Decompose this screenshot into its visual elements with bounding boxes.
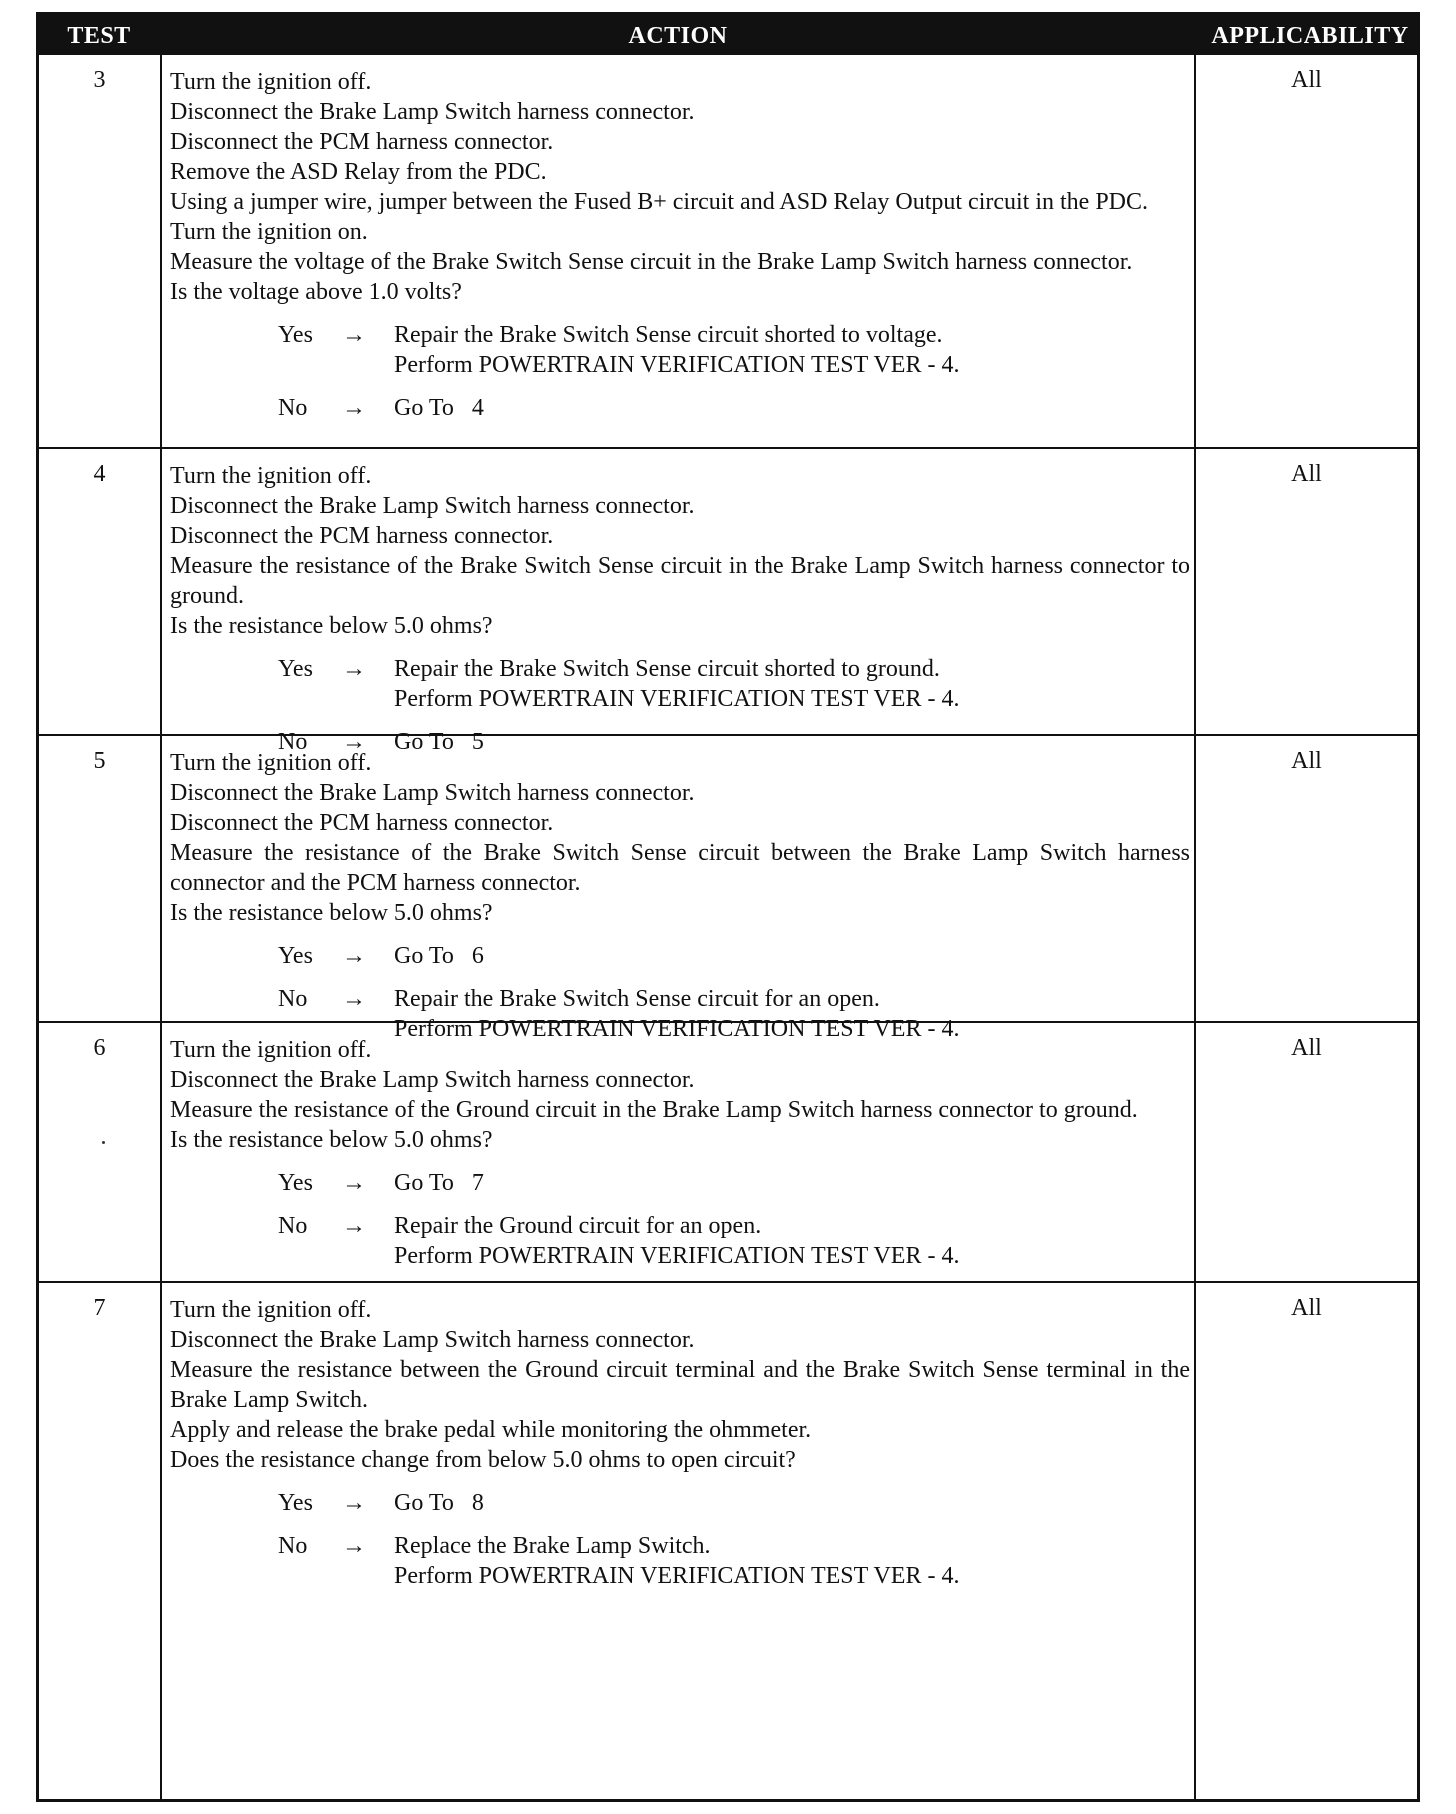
action-step: Is the voltage above 1.0 volts? bbox=[170, 279, 462, 305]
branch-instruction: Perform POWERTRAIN VERIFICATION TEST VER - 4. bbox=[394, 686, 960, 712]
branch-label: Yes bbox=[278, 322, 313, 348]
action-step: Disconnect the PCM harness connector. bbox=[170, 129, 554, 155]
action-step: Is the resistance below 5.0 ohms? bbox=[170, 900, 493, 926]
column-divider bbox=[1194, 1283, 1196, 1799]
arrow-icon: → bbox=[342, 729, 366, 755]
column-divider bbox=[1194, 736, 1196, 1021]
branch-label: No bbox=[278, 1213, 308, 1239]
action-step: Disconnect the Brake Lamp Switch harness connector. bbox=[170, 780, 695, 806]
action-cell bbox=[170, 748, 1190, 1044]
result-branch bbox=[170, 393, 1190, 423]
result-branch bbox=[170, 1211, 1190, 1271]
arrow-icon: → bbox=[342, 1533, 366, 1559]
action-step: Disconnect the Brake Lamp Switch harness connector. bbox=[170, 1327, 695, 1353]
action-step: Measure the resistance of the Ground circuit in the Brake Lamp Switch harness connector to ground. bbox=[170, 1097, 1138, 1123]
column-divider bbox=[1194, 55, 1196, 447]
applicability-value: All bbox=[1291, 748, 1322, 774]
arrow-icon: → bbox=[342, 322, 366, 348]
action-step: Does the resistance change from below 5.0 ohms to open circuit? bbox=[170, 1447, 796, 1473]
column-divider bbox=[160, 736, 162, 1021]
action-cell bbox=[170, 1295, 1190, 1591]
branch-label: No bbox=[278, 986, 308, 1012]
table-row bbox=[39, 447, 1417, 755]
branch-label: Yes bbox=[278, 943, 313, 969]
column-divider bbox=[160, 449, 162, 734]
branch-instruction: Perform POWERTRAIN VERIFICATION TEST VER - 4. bbox=[394, 352, 960, 378]
applicability-value: All bbox=[1291, 1295, 1322, 1321]
action-step: Disconnect the PCM harness connector. bbox=[170, 523, 554, 549]
action-step: Measure the resistance between the Ground circuit terminal and the Brake Switch Sense terminal in the Brake Lamp Switch. bbox=[170, 1357, 1190, 1413]
column-divider bbox=[160, 55, 162, 447]
scan-speck bbox=[102, 1141, 105, 1144]
header-action: ACTION bbox=[628, 23, 728, 49]
branch-instruction: Go To 7 bbox=[394, 1170, 484, 1196]
branch-instruction: Go To 6 bbox=[394, 943, 484, 969]
action-step: Disconnect the Brake Lamp Switch harness connector. bbox=[170, 493, 695, 519]
branch-label: Yes bbox=[278, 1490, 313, 1516]
arrow-icon: → bbox=[342, 1170, 366, 1196]
test-table bbox=[36, 12, 1420, 1802]
result-branch bbox=[170, 941, 1190, 971]
action-cell bbox=[170, 1035, 1190, 1271]
test-number: 7 bbox=[93, 1295, 106, 1321]
table-row bbox=[39, 1021, 1417, 1281]
branch-instruction: Perform POWERTRAIN VERIFICATION TEST VER - 4. bbox=[394, 1016, 960, 1042]
branch-instruction: Repair the Ground circuit for an open. bbox=[394, 1213, 762, 1239]
action-step: Measure the voltage of the Brake Switch Sense circuit in the Brake Lamp Switch harness connector. bbox=[170, 249, 1133, 275]
applicability-value: All bbox=[1291, 461, 1322, 487]
branch-instruction: Go To 4 bbox=[394, 395, 484, 421]
action-step: Turn the ignition on. bbox=[170, 219, 368, 245]
column-divider bbox=[160, 1023, 162, 1281]
column-divider bbox=[1194, 449, 1196, 734]
branch-instruction: Perform POWERTRAIN VERIFICATION TEST VER - 4. bbox=[394, 1563, 960, 1589]
action-step: Turn the ignition off. bbox=[170, 1037, 372, 1063]
action-step: Turn the ignition off. bbox=[170, 463, 372, 489]
result-branch bbox=[170, 654, 1190, 714]
table-row bbox=[39, 734, 1417, 1042]
test-number: 5 bbox=[93, 748, 106, 774]
branch-label: No bbox=[278, 395, 308, 421]
action-step: Is the resistance below 5.0 ohms? bbox=[170, 613, 493, 639]
result-branch bbox=[170, 1531, 1190, 1591]
applicability-value: All bbox=[1291, 1035, 1322, 1061]
table-header bbox=[39, 15, 1417, 55]
applicability-value: All bbox=[1291, 67, 1322, 93]
action-step: Turn the ignition off. bbox=[170, 750, 372, 776]
result-branch bbox=[170, 1168, 1190, 1198]
branch-label: No bbox=[278, 729, 308, 755]
test-number: 3 bbox=[93, 67, 106, 93]
branch-instruction: Repair the Brake Switch Sense circuit for an open. bbox=[394, 986, 880, 1012]
action-step: Turn the ignition off. bbox=[170, 1297, 372, 1323]
table-row bbox=[39, 1281, 1417, 1799]
arrow-icon: → bbox=[342, 395, 366, 421]
branch-label: Yes bbox=[278, 656, 313, 682]
branch-instruction: Replace the Brake Lamp Switch. bbox=[394, 1533, 711, 1559]
arrow-icon: → bbox=[342, 656, 366, 682]
table-row bbox=[39, 55, 1417, 447]
action-step: Remove the ASD Relay from the PDC. bbox=[170, 159, 547, 185]
action-cell bbox=[170, 67, 1190, 423]
arrow-icon: → bbox=[342, 943, 366, 969]
header-applicability: APPLICABILITY bbox=[1211, 23, 1409, 49]
result-branch bbox=[170, 320, 1190, 380]
column-divider bbox=[160, 1283, 162, 1799]
action-step: Is the resistance below 5.0 ohms? bbox=[170, 1127, 493, 1153]
action-step: Measure the resistance of the Brake Switch Sense circuit in the Brake Lamp Switch harness connector to ground. bbox=[170, 553, 1190, 609]
branch-instruction: Go To 8 bbox=[394, 1490, 484, 1516]
arrow-icon: → bbox=[342, 1213, 366, 1239]
branch-instruction: Perform POWERTRAIN VERIFICATION TEST VER - 4. bbox=[394, 1243, 960, 1269]
branch-instruction: Repair the Brake Switch Sense circuit shorted to voltage. bbox=[394, 322, 943, 348]
branch-instruction: Repair the Brake Switch Sense circuit shorted to ground. bbox=[394, 656, 940, 682]
action-step: Disconnect the Brake Lamp Switch harness connector. bbox=[170, 99, 695, 125]
arrow-icon: → bbox=[342, 1490, 366, 1516]
result-branch bbox=[170, 1488, 1190, 1518]
action-step: Disconnect the Brake Lamp Switch harness connector. bbox=[170, 1067, 695, 1093]
test-number: 4 bbox=[93, 461, 106, 487]
action-step: Using a jumper wire, jumper between the Fused B+ circuit and ASD Relay Output circuit in the PDC. bbox=[170, 189, 1149, 215]
action-step: Apply and release the brake pedal while monitoring the ohmmeter. bbox=[170, 1417, 812, 1443]
test-number: 6 bbox=[93, 1035, 106, 1061]
header-test: TEST bbox=[67, 23, 131, 49]
action-cell bbox=[170, 461, 1190, 757]
action-step: Measure the resistance of the Brake Switch Sense circuit between the Brake Lamp Switch harness connector and the PCM harness connector. bbox=[170, 840, 1190, 896]
branch-instruction: Go To 5 bbox=[394, 729, 484, 755]
action-step: Disconnect the PCM harness connector. bbox=[170, 810, 554, 836]
arrow-icon: → bbox=[342, 986, 366, 1012]
branch-label: No bbox=[278, 1533, 308, 1559]
branch-label: Yes bbox=[278, 1170, 313, 1196]
action-step: Turn the ignition off. bbox=[170, 69, 372, 95]
